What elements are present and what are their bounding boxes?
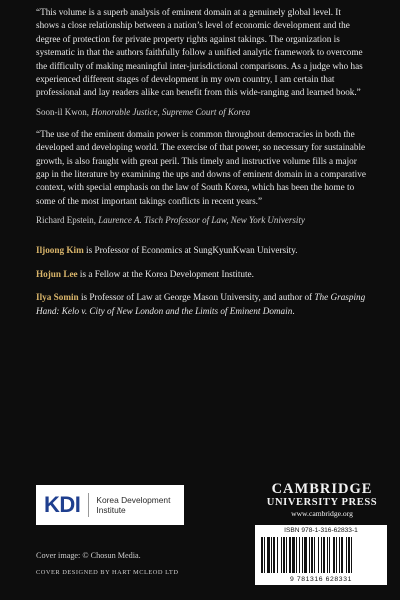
author-name-2: Hojun Lee: [36, 268, 78, 279]
reviewer-role-1: Honorable Justice, Supreme Court of Korea: [91, 106, 251, 117]
barcode-bar: [261, 537, 263, 573]
barcode-bar: [314, 537, 315, 573]
barcode-bars: [261, 537, 381, 573]
publisher-name-line1: CAMBRIDGE: [271, 481, 373, 497]
author-text-3: is Professor of Law at George Mason University, and author of: [78, 292, 315, 303]
barcode-bar: [318, 537, 319, 573]
publisher-logo: [258, 482, 386, 519]
barcode-bar: [348, 537, 350, 573]
cover-design-credit: COVER DESIGNED BY HART MCLEOD LTD: [36, 569, 179, 576]
barcode-bar: [296, 537, 297, 573]
barcode-bar: [327, 537, 328, 573]
review-quote-1: “This volume is a superb analysis of eminent domain at a genuinely global level. It shows a close relationship between a nation’s level of economic development and the degree of protection for private property rights against takings. The organization is systematic in that the authors faithfully follow a unified analytic framework to overcome the difficulty of making meaningful inter-jurisdictional comparisons. As a judge who has experienced different stages of development in my own country, I am certain that professional and lay readers alike can benefit from this wide-ranging and learned book.”: [36, 7, 363, 98]
barcode-bar: [336, 537, 337, 573]
author-text-2: is a Fellow at the Korea Development Institute.: [77, 268, 254, 279]
review-attribution-1: [36, 106, 366, 118]
reviewer-name-1: Soon-il Kwon,: [36, 106, 92, 117]
barcode-bar: [264, 537, 265, 573]
author-bio-1: [36, 244, 366, 257]
barcode-bar: [323, 537, 325, 573]
publisher-url: www.cambridge.org: [291, 509, 353, 518]
author-book-title-3: The Grasping Hand: Kelo v. City of New London and the Limits of Eminent Domain: [36, 292, 366, 316]
barcode-bar: [302, 537, 303, 573]
barcode-digits: 9 781316 628331: [290, 576, 352, 583]
barcode-bar: [339, 537, 340, 573]
author-name-3: Ilya Somin: [36, 292, 79, 303]
barcode-bar: [311, 537, 313, 573]
barcode-bar: [333, 537, 335, 573]
barcode-bar: [281, 537, 282, 573]
barcode-bar: [304, 537, 307, 573]
kdi-logo-text: Korea Development Institute: [96, 495, 171, 515]
barcode-bar: [289, 537, 291, 573]
author-text-1: is Professor of Economics at SungKyunKwan University.: [83, 245, 298, 256]
reviewer-name-2: Richard Epstein,: [36, 215, 99, 226]
isbn-barcode: [255, 525, 387, 585]
author-name-1: Iljoong Kim: [36, 245, 84, 256]
barcode-bar: [321, 537, 322, 573]
barcode-bar: [286, 537, 287, 573]
author-bios: [36, 244, 366, 318]
author-bio-2: [36, 268, 366, 281]
review-attribution-2: [36, 214, 366, 226]
barcode-bar: [277, 537, 278, 573]
reviewer-role-2: Laurence A. Tisch Professor of Law, New York University: [98, 215, 305, 226]
author-bio-3: [36, 291, 366, 318]
barcode-bar: [267, 537, 270, 573]
kdi-logo: [36, 485, 184, 525]
review-quote-2: “The use of the eminent domain power is common throughout democracies in both the developed and developing world. The exercise of that power, so necessary for sustainable growth, is also fraught with great peril. This timely and instructive volume fills a major gap in the literature by examining the ups and downs of eminent domain in a comparative context, with special emphasis on the law of South Korea, which has been the home to some of the most important takings conflicts in recent years.”: [36, 128, 366, 206]
back-cover-text: [36, 6, 366, 328]
barcode-bar: [329, 537, 330, 573]
kdi-logo-mark: KDI: [44, 493, 89, 517]
barcode-bar: [283, 537, 285, 573]
cover-image-credit: Cover image: © Chosun Media.: [36, 551, 141, 560]
barcode-bar: [346, 537, 347, 573]
author-text-after-3: .: [292, 305, 295, 316]
barcode-bar: [351, 537, 352, 573]
publisher-name-line2: UNIVERSITY PRESS: [266, 497, 378, 508]
isbn-label: ISBN 978-1-316-62833-1: [284, 527, 358, 534]
barcode-bar: [273, 537, 275, 573]
barcode-bar: [299, 537, 300, 573]
barcode-bar: [271, 537, 272, 573]
barcode-bar: [292, 537, 295, 573]
barcode-bar: [341, 537, 343, 573]
barcode-bar: [309, 537, 310, 573]
